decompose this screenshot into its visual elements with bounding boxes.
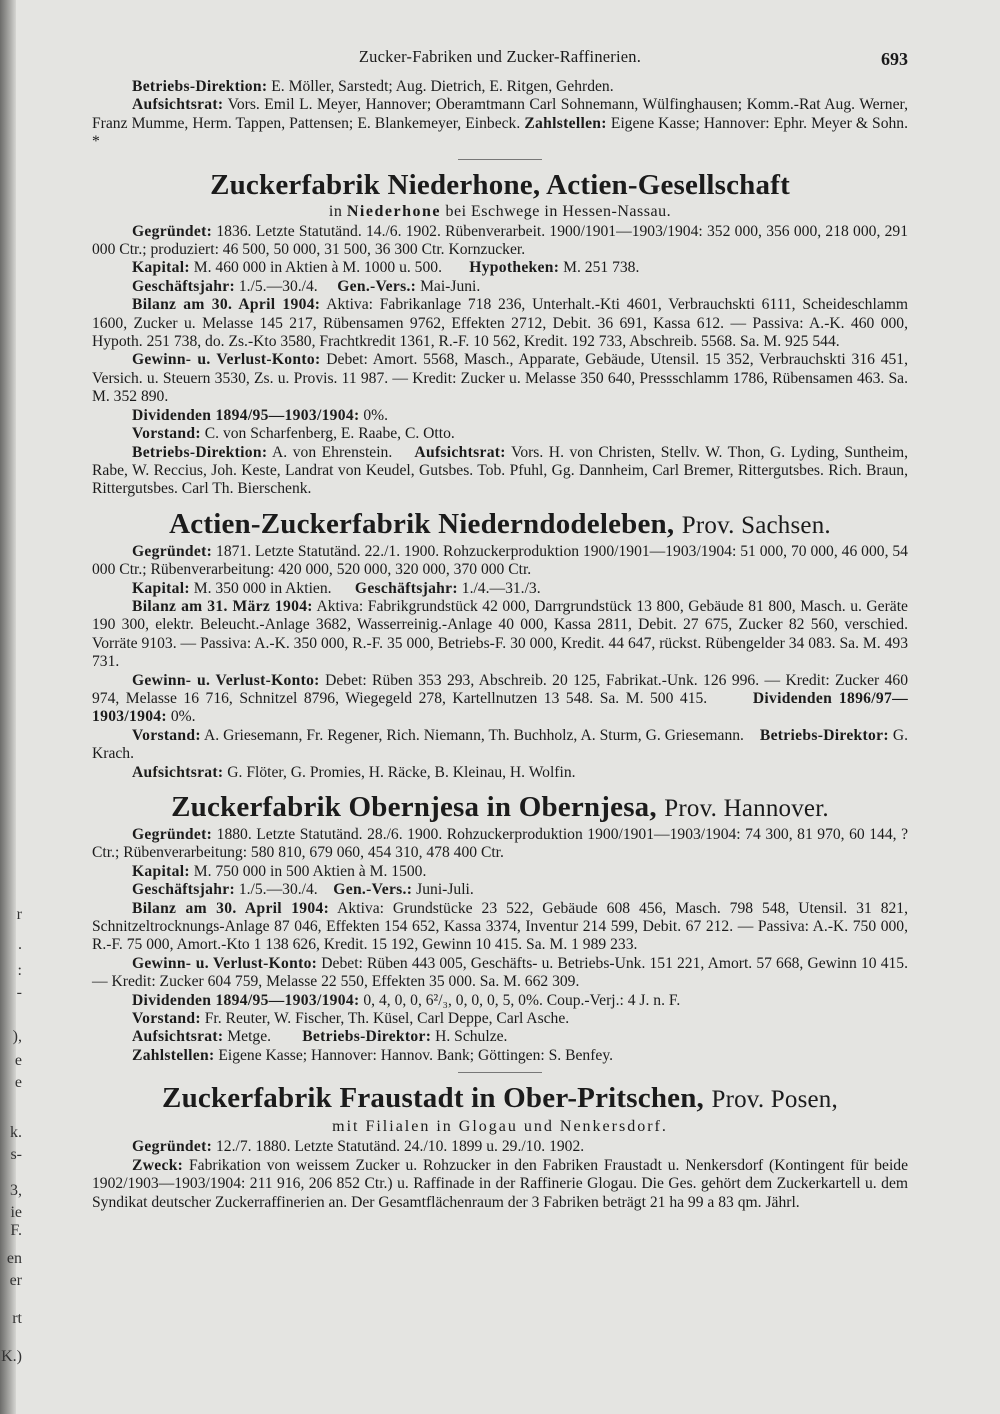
zweck-label: Zweck: — [132, 1156, 184, 1174]
guv-text: Debet: Amort. 5568, Masch., Apparate, Gebäude, Utensil. 15 352, Verbrauchskti 316 451, Versich. u. Steuern 3530, Zs. u. Provis. 11 987. — Kredit: Zucker u. Melasse 350 640, Pressschlamm 1786, Rübensamen 463. Sa. M. 352 890. — [92, 351, 909, 406]
kapital-para — [92, 580, 908, 598]
gegruendet-para — [92, 826, 908, 863]
guv-para — [92, 351, 908, 406]
entry-title-name: Zuckerfabrik Obernjesa in Obernjesa, — [171, 791, 657, 823]
entry-title-name: Zuckerfabrik Fraustadt in Ober-Pritschen, — [162, 1082, 705, 1115]
zahlstellen-label: Zahlstellen: — [524, 114, 607, 132]
page-number: 693 — [881, 49, 908, 69]
bilanz-label: Bilanz am 30. April 1904: — [132, 296, 321, 314]
guv-para — [92, 672, 908, 727]
bilanz-label: Bilanz am 30. April 1904: — [132, 899, 330, 917]
betriebs-direktion-para — [92, 78, 908, 96]
zahlstellen-text: Eigene Kasse; Hannover: Ephr. Meyer & Sohn. * — [92, 114, 908, 151]
betriebs-direktor-text: H. Schulze. — [435, 1028, 508, 1046]
subtitle-prefix: in — [328, 202, 343, 220]
betriebs-direktion-text: A. von Ehrenstein. — [272, 443, 393, 461]
dividenden-label: Dividenden 1894/95—1903/1904: — [132, 406, 360, 424]
gegruendet-text: 12./7. 1880. Letzte Statutänd. 24./10. 1899 u. 29./10. 1902. — [216, 1138, 585, 1156]
gegruendet-para — [92, 1138, 908, 1156]
entry-niederndodeleben — [92, 507, 908, 782]
gutter-fragment: er — [9, 1272, 22, 1289]
aufsichtsrat-para — [92, 1028, 908, 1046]
gutter-fragment: - — [16, 984, 22, 1001]
geschaeftsjahr-label: Geschäftsjahr: — [132, 881, 235, 899]
guv-label: Gewinn- u. Verlust-Konto: — [132, 351, 321, 369]
aufsichtsrat-label: Aufsichtsrat: — [414, 443, 506, 461]
genvers-text: Mai-Juni. — [420, 277, 481, 295]
dividenden-para — [92, 407, 908, 425]
bilanz-text: Aktiva: Fabrikanlage 718 236, Unterhalt.-Kti 4601, Verbrauchskti 6111, Scheideschlamm 1600, Zucker u. Melasse 145 217, Rübensamen 9762, Effekten 2712, Debit. 36 691, Kassa 612. — Passiva: A.-K. 460 000, Hypoth. 251 738, do. Zs.-Kto 3580, Frachtkredit 1361, R.-F. 10 562, Kredit. 192 733, Abschreib. 5568. Sa. M. 925 544. — [92, 296, 908, 351]
aufsichtsrat-text: Vors. Emil L. Meyer, Hannover; Oberamtmann Carl Sohnemann, Wülfinghausen; Komm.-Rat Aug. Werner, Franz Mumme, Herm. Tappen, Pattensen; E. Blankemeyer, Einbeck. — [92, 96, 908, 132]
gutter-fragment: F. — [10, 1222, 22, 1239]
gutter-fragment: r — [16, 906, 22, 923]
dividenden-label: Dividenden 1894/95—1903/1904: — [132, 991, 360, 1009]
gutter-fragment: : — [17, 962, 22, 979]
gegruendet-text: 1871. Letzte Statutänd. 22./1. 1900. Rohzuckerproduktion 1900/1901—1903/1904: 51 000, 70 000, 46 000, 54 000 Ctr.; Rübenverarbeitung: 420 000, 520 000, 320 000, 370 000 Ctr. — [92, 542, 908, 579]
zahlstellen-para — [92, 1047, 908, 1065]
entry-niederhone — [92, 168, 908, 499]
section-separator — [458, 1072, 542, 1073]
vorstand-text: A. Griesemann, Fr. Regener, Rich. Niemann, Th. Buchholz, A. Sturm, G. Griesemann. — [203, 726, 744, 744]
gegruendet-para — [92, 223, 908, 260]
betriebs-direktion-text: E. Möller, Sarstedt; Aug. Dietrich, E. Ritgen, Gehrden. — [271, 78, 614, 95]
guv-para — [92, 955, 908, 992]
gutter-fragment: ), — [12, 1028, 22, 1045]
bilanz-text: Aktiva: Fabrikgrundstück 42 000, Darrgrundstück 13 800, Gebäude 81 800, Masch. u. Geräte 190 300, elektr. Beleucht.-Anlage 3682, Wasserreinig.-Anlage 40 000, Kassa 2811, Debit. 27 675, Zucker 82 560, verschied. Vorräte 9103. — Passiva: A.-K. 350 000, R.-F. 35 000, Betriebs-F. 30 000, Kredit. 44 647, rückst. Rübengelder 34 083. Sa. M. 493 731. — [92, 597, 908, 671]
entry-fraustadt — [92, 1081, 908, 1212]
bilanz-para — [92, 296, 908, 351]
dividenden-para — [92, 992, 908, 1010]
vorstand-label: Vorstand: — [132, 726, 201, 744]
guv-text: Debet: Rüben 443 005, Geschäfts- u. Betriebs-Unk. 151 221, Amort. 57 668, Gewinn 10 415. — Kredit: Zucker 604 759, Melasse 22 550, Effekten 35 000. Sa. M. 662 309. — [92, 954, 908, 991]
gegruendet-text: 1836. Letzte Statutänd. 14./6. 1902. Rübenverarbeit. 1900/1901—1903/1904: 352 000, 356 000, 218 000, 291 000 Ctr.; produziert: 46 500, 50 000, 31 500, 36 300 Ctr. Kornzucker. — [92, 222, 908, 259]
gutter-fragment: 3, — [10, 1182, 22, 1199]
running-header — [92, 48, 908, 78]
betriebs-direktion-label: Betriebs-Direktion: — [132, 78, 268, 95]
subtitle-place: Niederhone — [346, 202, 441, 220]
gegruendet-label: Gegründet: — [132, 222, 213, 240]
geschaeftsjahr-text: 1./4.—31./3. — [461, 579, 541, 597]
dividenden-text: 0%. — [170, 708, 196, 726]
kapital-para — [92, 863, 908, 881]
entry-continuation — [92, 78, 908, 152]
zahlstellen-label: Zahlstellen: — [132, 1046, 215, 1064]
aufsichtsrat-para — [92, 764, 908, 782]
gegruendet-label: Gegründet: — [132, 542, 213, 560]
geschaeftsjahr-text: 1./5.—30./4. — [238, 277, 318, 295]
zahlstellen-text: Eigene Kasse; Hannover: Hannov. Bank; Göttingen: S. Benfey. — [218, 1046, 614, 1064]
gegruendet-label: Gegründet: — [132, 826, 213, 843]
entry-obernjesa — [92, 790, 908, 1065]
gutter-fragment: en — [6, 1250, 22, 1267]
aufsichtsrat-text: G. Flöter, G. Promies, H. Räcke, B. Kleinau, H. Wolfin. — [227, 763, 576, 781]
hypotheken-label: Hypotheken: — [469, 259, 560, 277]
aufsichtsrat-label: Aufsichtsrat: — [132, 96, 224, 114]
vorstand-para — [92, 727, 908, 764]
vorstand-label: Vorstand: — [132, 1010, 201, 1028]
aufsichtsrat-text: Metge. — [227, 1028, 272, 1046]
vorstand-label: Vorstand: — [132, 425, 201, 443]
aufsichtsrat-label: Aufsichtsrat: — [132, 1028, 224, 1046]
betriebs-aufsicht-para — [92, 444, 908, 499]
dividenden-label: Dividenden 1896/97—1903/1904: — [92, 689, 908, 726]
aufsichtsrat-text: Vors. H. von Christen, Stellv. W. Thon, G. Lyding, Suntheim, Rabe, W. Reccius, Joh. Keste, Landrat von Keudel, Gutsbes. Tob. Pfuhl, Gg. Dannheim, Carl Bremer, Rittergutsbes. Rich. Braun, Rittergutsbes. Carl Th. Bierschenk. — [92, 443, 909, 498]
geschaeftsjahr-para — [92, 278, 908, 296]
entry-title — [92, 507, 908, 543]
bilanz-text: Aktiva: Grundstücke 23 522, Gebäude 608 456, Masch. 798 548, Utensil. 31 821, Schnitzeltrocknungs-Anlage 87 046, Effekten 154 652, Kassa 3374, Inventur 214 599, Debit. 67 212. — Passiva: A.-K. 750 000, R.-F. 75 000, Amort.-Kto 1 138 626, Kredit. 15 192, Gewinn 10 415. Sa. M. 1 989 233. — [92, 899, 908, 954]
dividenden-text: 0%. — [363, 406, 389, 424]
gegruendet-label: Gegründet: — [132, 1138, 213, 1156]
page-content — [92, 48, 908, 1216]
geschaeftsjahr-label: Geschäftsjahr: — [354, 579, 458, 597]
header-title: Zucker-Fabriken und Zucker-Raffinerien. — [358, 47, 642, 66]
bilanz-para — [92, 900, 908, 955]
geschaeftsjahr-para — [92, 881, 908, 899]
kapital-para — [92, 259, 908, 277]
dividenden-text: 0, 4, 0, 0, 6²/₃, 0, 0, 0, 5, 0%. Coup.-Verj.: 4 J. n. F. — [363, 991, 681, 1009]
aufsichtsrat-label: Aufsichtsrat: — [132, 763, 224, 781]
kapital-label: Kapital: — [132, 259, 190, 277]
betriebs-direktion-label: Betriebs-Direktion: — [132, 443, 268, 461]
entry-title: Zuckerfabrik Niederhone, Actien-Gesellschaft — [210, 168, 790, 201]
section-separator — [458, 159, 542, 160]
kapital-text: M. 750 000 in 500 Aktien à M. 1500. — [193, 862, 427, 880]
gutter-fragment: s- — [10, 1146, 22, 1163]
gutter-fragment: K.) — [1, 1348, 22, 1365]
hypotheken-text: M. 251 738. — [563, 259, 640, 277]
entry-title-province: Prov. Hannover. — [664, 795, 829, 822]
zweck-para — [92, 1157, 908, 1212]
gutter-fragment: e — [14, 1052, 22, 1069]
geschaeftsjahr-label: Geschäftsjahr: — [132, 277, 235, 295]
aufsichtsrat-para — [92, 96, 908, 151]
kapital-text: M. 460 000 in Aktien à M. 1000 u. 500. — [193, 259, 442, 277]
gutter-fragment: ie — [10, 1204, 22, 1221]
geschaeftsjahr-text: 1./5.—30./4. — [238, 881, 318, 899]
binding-edge — [0, 0, 16, 1414]
kapital-label: Kapital: — [132, 579, 190, 597]
guv-text: Debet: Rüben 353 293, Abschreib. 20 125, Fabrikat.-Unk. 126 996. — Kredit: Zucker 460 974, Melasse 16 716, Schnitzel 8796, Wiegegeld 278, Kartellnutzen 13 548. Sa. M. 500 415. — [92, 671, 909, 707]
guv-label: Gewinn- u. Verlust-Konto: — [132, 671, 320, 689]
gutter-fragment: . — [18, 936, 22, 953]
genvers-text: Juni-Juli. — [416, 881, 474, 899]
genvers-label: Gen.-Vers.: — [333, 881, 413, 899]
gutter-fragment: k. — [10, 1124, 22, 1141]
gegruendet-para — [92, 543, 908, 580]
vorstand-para — [92, 1010, 908, 1028]
entry-subtitle: mit Filialen in Glogau und Nenkersdorf. — [332, 1118, 668, 1136]
zweck-text: Fabrikation von weissem Zucker u. Rohzucker in den Fabriken Fraustadt u. Nenkersdorf (Kontingent für beide 1902/1903—1903/1904: 211 916, 206 852 Ctr.) u. Raffinade in der Raffinerie Glogau. Die Ges. gehört dem Zuckerkartell u. dem Syndikat deutscher Zuckerraffinerien an. Der Gesamtflächenraum der 3 Fabriken beträgt 21 ha 99 a 83 qm. Jährl. — [92, 1156, 908, 1211]
bilanz-para — [92, 598, 908, 672]
vorstand-text: C. von Scharfenberg, E. Raabe, C. Otto. — [204, 425, 455, 443]
kapital-text: M. 350 000 in Aktien. — [193, 579, 332, 597]
vorstand-para — [92, 425, 908, 443]
betriebs-direktor-text: G. Krach. — [92, 726, 908, 763]
entry-subtitle — [92, 202, 908, 221]
genvers-label: Gen.-Vers.: — [337, 277, 417, 295]
entry-title — [92, 790, 908, 826]
vorstand-text: Fr. Reuter, W. Fischer, Th. Küsel, Carl Deppe, Carl Asche. — [204, 1010, 570, 1028]
entry-title-province: Prov. Sachsen. — [681, 511, 831, 539]
bilanz-label: Bilanz am 31. März 1904: — [132, 597, 313, 615]
kapital-label: Kapital: — [132, 862, 190, 880]
entry-title-name: Actien-Zuckerfabrik Niederndodeleben, — [169, 507, 675, 540]
entry-title — [92, 1081, 908, 1117]
gutter-fragment: rt — [12, 1310, 22, 1327]
betriebs-direktor-label: Betriebs-Direktor: — [302, 1028, 432, 1046]
gutter-fragment: e — [14, 1074, 22, 1091]
guv-label: Gewinn- u. Verlust-Konto: — [132, 954, 318, 972]
entry-title-province: Prov. Posen, — [711, 1086, 838, 1114]
gegruendet-text: 1880. Letzte Statutänd. 28./6. 1900. Rohzuckerproduktion 1900/1901—1903/1904: 74 300, 81 970, 60 144, ? Ctr.; Rübenverarbeitung: 580 810, 679 060, 454 310, 478 400 Ctr. — [92, 826, 908, 862]
subtitle-suffix: bei Eschwege in Hessen-Nassau. — [445, 202, 672, 220]
betriebs-direktor-label: Betriebs-Direktor: — [759, 726, 889, 744]
